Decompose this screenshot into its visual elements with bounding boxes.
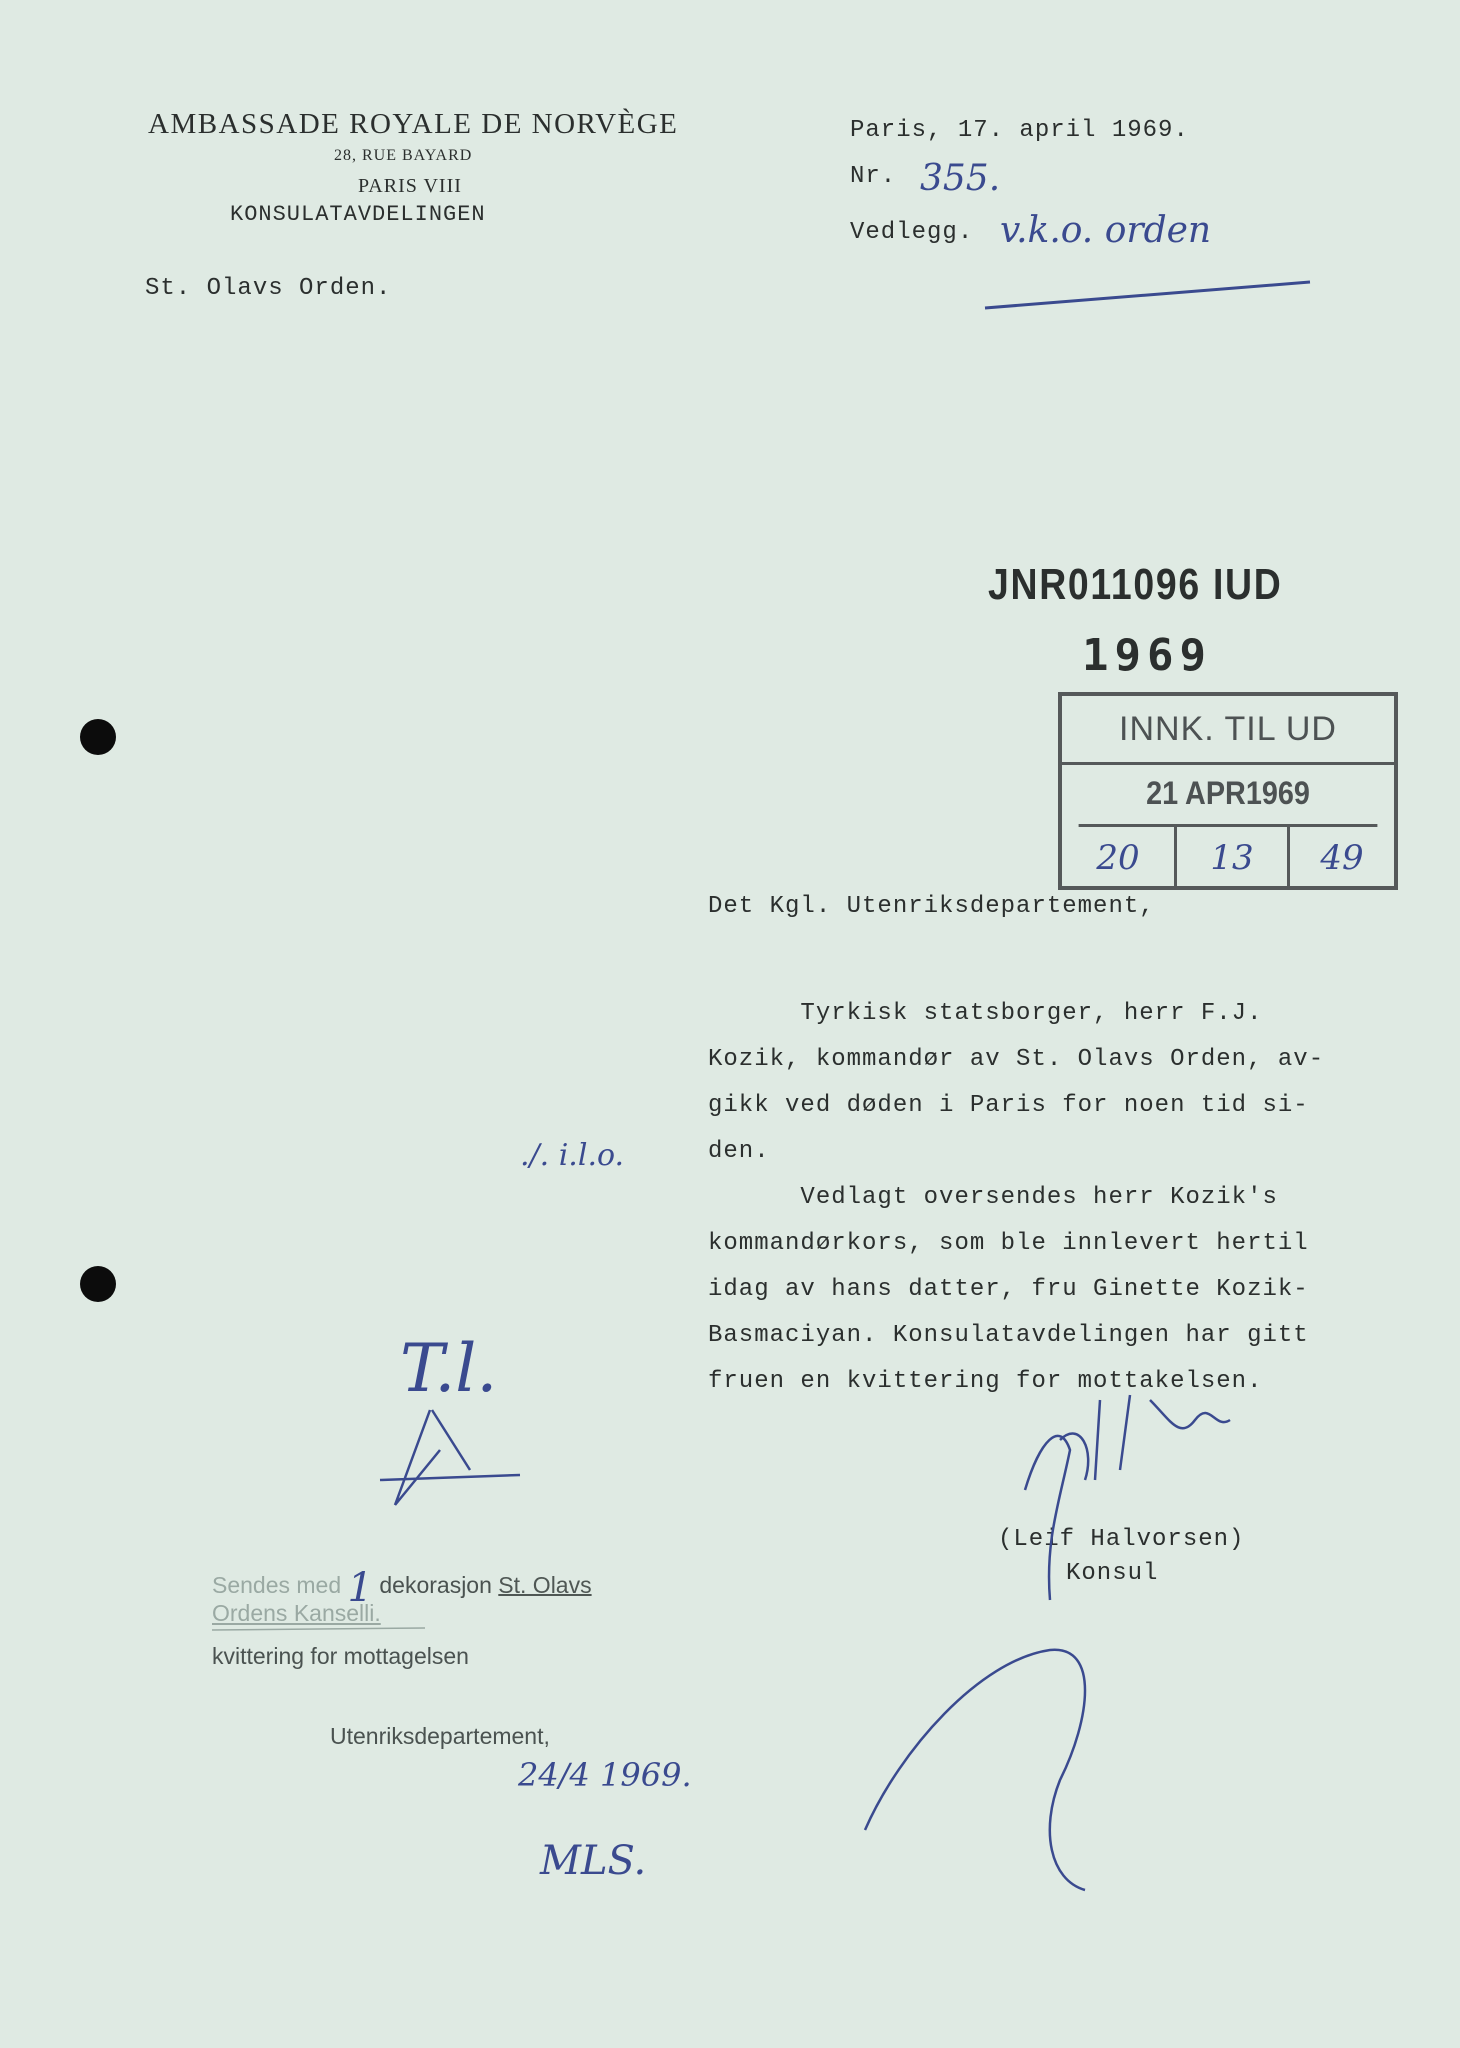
- routing-line-4: Utenriksdepartement,: [330, 1723, 550, 1749]
- addressee: Det Kgl. Utenriksdepartement,: [708, 893, 1155, 920]
- body-line: kommandørkors, som ble innlevert hertil: [708, 1230, 1309, 1257]
- signer-name: (Leif Halvorsen): [998, 1526, 1245, 1553]
- received-code-3: 49: [1320, 838, 1364, 878]
- body-line: fruen en kvittering for mottakelsen.: [708, 1368, 1263, 1395]
- body-line: den.: [708, 1138, 770, 1165]
- attachment-label: Vedlegg.: [850, 219, 974, 246]
- routing-date-handwritten: 24/4 1969.: [518, 1756, 692, 1794]
- routing-initials-handwritten: MLS.: [540, 1838, 647, 1884]
- body-line: Tyrkisk statsborger, herr F.J.: [708, 1000, 1263, 1027]
- body-line: Basmaciyan. Konsulatavdelingen har gitt: [708, 1322, 1309, 1349]
- initials-handwritten: T.l.: [400, 1330, 498, 1407]
- body-line: idag av hans datter, fru Ginette Kozik-: [708, 1276, 1309, 1303]
- routing-prefix: Sendes med: [212, 1572, 342, 1598]
- letterhead-department: KONSULATAVDELINGEN: [230, 202, 486, 227]
- place-date: Paris, 17. april 1969.: [850, 117, 1189, 144]
- body-line: Vedlagt oversendes herr Kozik's: [708, 1184, 1278, 1211]
- subject-line: St. Olavs Orden.: [145, 275, 392, 302]
- number-label: Nr.: [850, 163, 897, 190]
- routing-mid: dekorasjon: [379, 1572, 492, 1598]
- routing-line-3: kvittering for mottagelsen: [212, 1643, 469, 1669]
- received-stamp-heading: INNK. TIL UD: [1062, 696, 1394, 765]
- journal-year-stamp: 1969: [1082, 630, 1212, 681]
- body-line: Kozik, kommandør av St. Olavs Orden, av-: [708, 1046, 1325, 1073]
- margin-note-handwritten: ./. i.l.o.: [520, 1138, 625, 1173]
- routing-underline: [212, 1628, 425, 1630]
- letterhead-street: 28, RUE BAYARD: [334, 147, 473, 164]
- routing-line-2: Ordens Kanselli.: [212, 1600, 381, 1626]
- received-code-2: 13: [1210, 838, 1254, 878]
- number-value-handwritten: 355.: [920, 158, 1001, 199]
- routing-count-handwritten: 1: [347, 1565, 373, 1611]
- letterhead-city: PARIS VIII: [358, 175, 462, 197]
- signature-mark: [1025, 1395, 1230, 1600]
- attachment-value-handwritten: v.k.o. orden: [1000, 210, 1212, 251]
- routing-destination: St. Olavs: [498, 1572, 592, 1598]
- journal-number-stamp: JNR011096 IUD: [988, 560, 1283, 609]
- received-stamp-date: 21 APR1969: [1079, 762, 1378, 827]
- cross-mark: [380, 1410, 520, 1505]
- received-code-1: 20: [1096, 838, 1140, 878]
- attachment-underline: [985, 282, 1310, 308]
- signer-title: Konsul: [1066, 1560, 1159, 1587]
- letterhead-embassy: AMBASSADE ROYALE DE NORVÈGE: [148, 108, 679, 140]
- body-line: gikk ved døden i Paris for noen tid si-: [708, 1092, 1309, 1119]
- large-loop: [865, 1650, 1085, 1890]
